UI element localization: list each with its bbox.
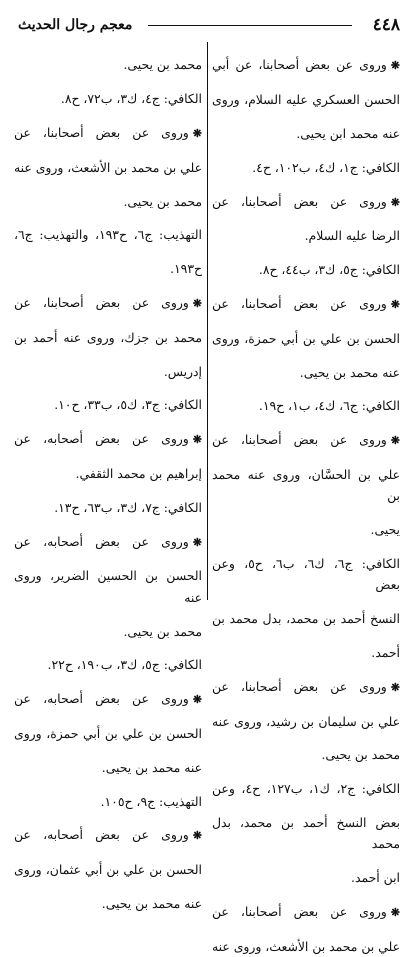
line-text: عنه محمد بن يحيى.	[299, 364, 400, 380]
text-line	[14, 497, 202, 518]
line-text: ابن أحمد.	[351, 870, 400, 886]
line-text: وروى عن بعض أصحابه، عن	[14, 533, 189, 549]
line-text: عنه محمد ابن يحيى.	[296, 125, 400, 141]
text-line	[212, 901, 400, 923]
text-line	[14, 327, 202, 348]
line-text: وروى عن بعض أصحابنا، عن	[14, 294, 189, 310]
line-text: الحسن بن علي بن أبي حمزة، وروى	[14, 725, 202, 741]
text-line	[212, 936, 400, 957]
entry-marker-icon: ❋	[192, 296, 202, 310]
line-text: الكافي: ج٥، ك٣، ب١٩٠، ح٢٢.	[47, 657, 202, 673]
line-text: الكافي: ج٣، ك٥، ب٣٣، ح١٠.	[54, 397, 202, 413]
line-text: علي بن محمد بن الأشعث، وروى عنه	[14, 159, 202, 175]
text-line	[212, 429, 400, 451]
line-text: بعض النسخ أحمد بن محمد، بدل محمد	[212, 814, 400, 852]
entry-marker-icon: ❋	[192, 693, 202, 707]
line-text: التهذيب: ج٩، ح١٠٥.	[100, 793, 202, 809]
text-line	[212, 293, 400, 315]
text-line	[212, 157, 400, 178]
column-divider	[207, 42, 208, 600]
line-text: الكافي: ج٤، ك٣، ب٧٢، ح٨.	[60, 91, 202, 107]
entry-marker-icon: ❋	[390, 905, 400, 919]
text-line	[212, 89, 400, 110]
text-line	[212, 744, 400, 765]
entry-marker-icon: ❋	[192, 433, 202, 447]
text-line	[212, 553, 400, 596]
text-line	[212, 711, 400, 732]
line-text: الرضا عليه السلام.	[304, 228, 400, 244]
line-text: الكافي: ج٢، ك١، ب١٢٧، ح٤، وعن	[212, 781, 401, 797]
entry-marker-icon: ❋	[192, 829, 202, 843]
text-line	[212, 676, 400, 698]
text-line	[212, 867, 400, 888]
line-text: يحيى.	[370, 522, 400, 538]
line-text: وروى عن بعض أصحابنا، عن	[212, 295, 387, 311]
line-text: علي بن محمد بن الأشعث، وروى عنه	[212, 938, 400, 954]
entry-marker-icon: ❋	[390, 195, 400, 209]
page-header	[18, 14, 400, 40]
line-text: التهذيب: ج٦، ح١٩٣، والتهذيب: ج٦،	[14, 227, 202, 243]
line-text: ح١٩٣.	[170, 261, 202, 277]
line-text: النسخ أحمد بن محمد، بدل محمد بن	[212, 611, 400, 627]
line-text: محمد بن جزك، وروى عنه أحمد بن	[14, 329, 202, 345]
line-text: وروى عن بعض أصحابه، عن	[14, 827, 189, 843]
text-line	[14, 531, 202, 553]
entry-marker-icon: ❋	[390, 680, 400, 694]
text-line	[212, 225, 400, 246]
line-text: إبراهيم بن محمد الثقفي.	[75, 465, 202, 481]
text-line	[14, 859, 202, 880]
line-text: وروى عن بعض أصحابنا، عن	[212, 903, 387, 919]
text-line	[14, 224, 202, 245]
line-text: وروى عن بعض أصحابنا، عن	[212, 678, 387, 694]
text-line	[14, 757, 202, 778]
line-text: وروى عن بعض أصحابنا، عن	[212, 193, 387, 209]
text-line	[212, 362, 400, 383]
line-text: الكافي: ج٧، ك٣، ب٦٣، ح١٣.	[54, 499, 202, 515]
text-line	[14, 565, 202, 608]
line-text: الحسن العسكري عليه السلام، وروى	[212, 92, 400, 108]
line-text: وروى عن بعض أصحابه، عن	[14, 691, 189, 707]
text-line	[212, 608, 400, 629]
right-column	[212, 42, 401, 954]
line-text: أحمد.	[371, 644, 400, 660]
line-text: الكافي: ج٦، ك٤، ب١، ح١٩.	[258, 398, 400, 414]
line-text: علي بن الحسَّان، وروى عنه محمد بن	[212, 466, 400, 504]
text-line	[212, 519, 400, 540]
line-text: وروى عن بعض أصحابنا، عن أبي	[212, 57, 387, 73]
text-line	[14, 791, 202, 812]
line-text: محمد بن يحيى.	[123, 57, 202, 73]
line-text: الكافي: ج١، ك٤، ب١٠٢، ح٤.	[252, 159, 400, 175]
text-line	[212, 395, 400, 416]
text-line	[212, 328, 400, 349]
text-line	[14, 893, 202, 914]
line-text: الكافي: ج٥، ك٣، ب٤٤، ح٨.	[258, 262, 400, 278]
text-line	[14, 191, 202, 212]
entry-marker-icon: ❋	[192, 535, 202, 549]
entry-marker-icon: ❋	[390, 434, 400, 448]
text-line	[212, 812, 400, 855]
header-rule	[148, 25, 352, 26]
line-text: وروى عن بعض أصحابه، عن	[14, 431, 189, 447]
line-text: وروى عن بعض أصحابنا، عن	[14, 124, 189, 140]
text-line	[14, 258, 202, 279]
text-line	[14, 157, 202, 178]
text-line	[14, 122, 202, 144]
text-line	[14, 394, 202, 415]
text-line	[212, 54, 400, 76]
entry-marker-icon: ❋	[390, 59, 400, 73]
line-text: الحسن بن علي بن أبي حمزة، وروى	[212, 330, 400, 346]
line-text: الحسن بن الحسين الضرير، وروى عنه	[14, 568, 202, 605]
text-line	[14, 621, 202, 642]
text-line	[212, 123, 400, 144]
text-line	[14, 824, 202, 846]
text-line	[14, 688, 202, 710]
line-text: محمد بن يحيى.	[123, 623, 202, 639]
text-line	[14, 654, 202, 675]
entry-marker-icon: ❋	[390, 297, 400, 311]
line-text: محمد بن يحيى.	[123, 193, 202, 209]
text-line	[212, 464, 400, 507]
text-line	[212, 259, 400, 280]
text-line	[212, 778, 400, 799]
text-line	[14, 54, 202, 75]
text-line	[14, 88, 202, 109]
left-column	[14, 42, 202, 911]
line-text: وروى عن بعض أصحابنا، عن	[212, 432, 387, 448]
text-line	[14, 361, 202, 382]
line-text: إدريس.	[163, 363, 202, 379]
line-text: عنه محمد بن يحيى.	[101, 895, 202, 911]
line-text: الحسن بن علي بن أبي عثمان، وروى	[14, 862, 202, 878]
line-text: الكافي: ج٦، ك٦، ب٦، ح٥، وعن بعض	[212, 555, 400, 593]
text-line	[212, 642, 400, 663]
line-text: عنه محمد بن يحيى.	[101, 759, 202, 775]
running-title: معجم رجال الحديث	[18, 17, 133, 33]
text-line	[212, 191, 400, 213]
line-text: محمد بن يحيى.	[321, 747, 400, 763]
text-line	[14, 723, 202, 744]
page-number: ٤٤٨	[372, 15, 400, 35]
entry-marker-icon: ❋	[192, 126, 202, 140]
text-line	[14, 463, 202, 484]
text-line	[14, 292, 202, 314]
line-text: علي بن سليمان بن رشيد، وروى عنه	[212, 713, 400, 729]
text-line	[14, 428, 202, 450]
